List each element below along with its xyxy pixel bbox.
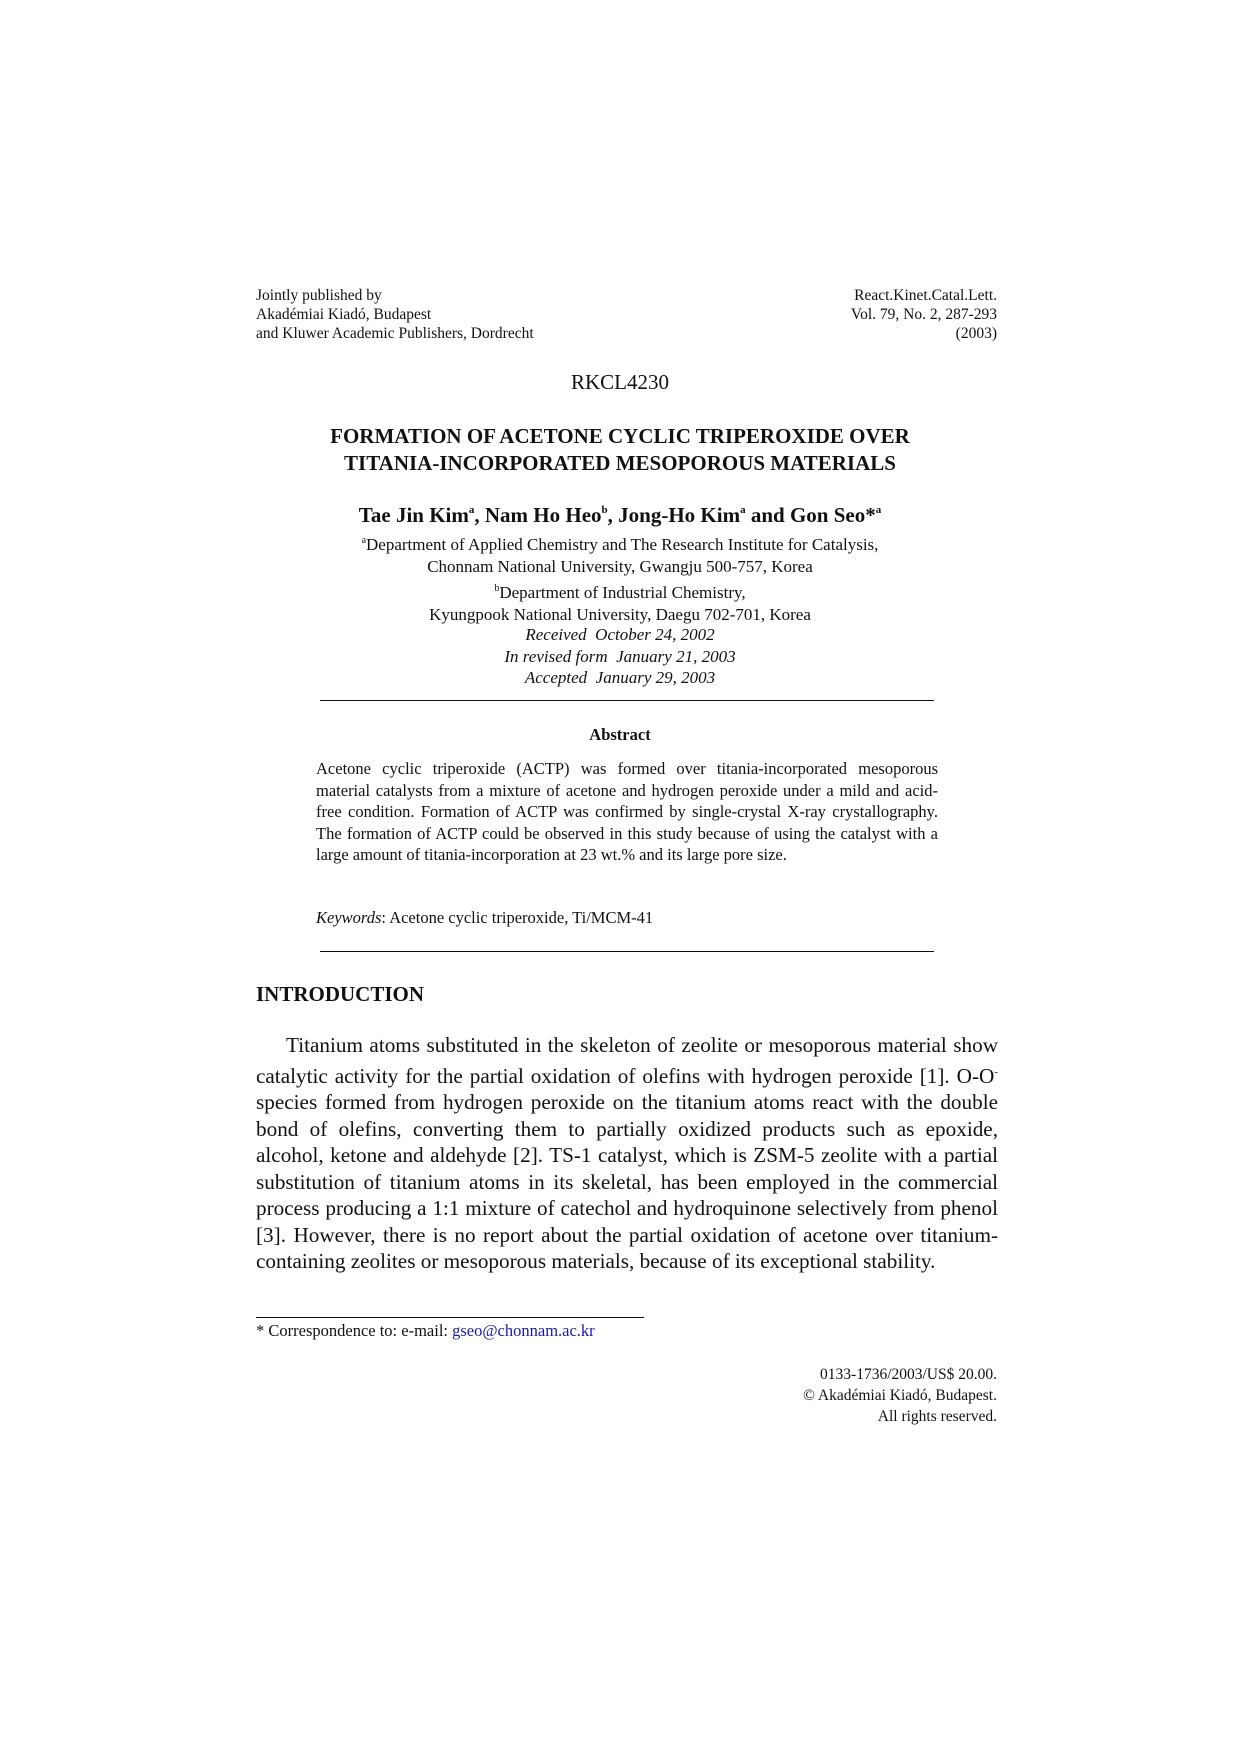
journal-info [851,286,997,343]
publisher-line: Jointly published by [256,287,382,304]
author-name: Tae Jin Kim [358,503,469,527]
author-name: Nam Ho Heo [484,503,602,527]
publisher-line: and Kluwer Academic Publishers, Dordrecht [256,325,534,342]
author-affil-mark: a [740,504,746,516]
abstract-text: Acetone cyclic triperoxide (ACTP) was formed over titania-incorporated mesoporous material catalysts from a mixture of acetone and hydrogen peroxide under a mild and acid-free condition. Formation of ACTP was confirmed by single-crystal X-ray crystallography. The formation of ACTP could be observed in this study because of using the catalyst with a large amount of titania-incorporation at 23 wt.% and its large pore size. [316,759,938,864]
history-dates [0,624,1240,689]
received-date: Received October 24, 2002 [525,625,715,644]
publisher-info [256,286,534,343]
correspondence-footnote [256,1321,595,1341]
revised-date: In revised form January 21, 2003 [504,646,736,666]
abstract-top-divider [320,700,934,701]
affil-mark: a [361,535,367,546]
author-separator: and [745,503,790,527]
journal-line: React.Kinet.Catal.Lett. [854,287,997,304]
keywords-label: Keywords [316,908,382,927]
paper-title [0,423,1240,477]
footnote-label: * Correspondence to: e-mail: [256,1321,453,1340]
accepted-date: Accepted January 29, 2003 [524,668,716,687]
copyright-block [803,1364,997,1427]
keywords-text: : Acetone cyclic triperoxide, Ti/MCM-41 [381,908,654,927]
author-separator: , [474,503,485,527]
affil-line: Department of Applied Chemistry and The Research Institute for Catalysis, [366,535,879,554]
affil-line: Chonnam National University, Gwangju 500-757, Korea [427,557,813,576]
journal-line: Vol. 79, No. 2, 287-293 [850,306,997,323]
author-separator: , [607,503,619,527]
paper-id: RKCL4230 [570,370,669,394]
intro-text: Titanium atoms substituted in the skeleton of zeolite or mesoporous material show catalytic activity for the partial oxidation of olefins with hydrogen peroxide [1]. O-O [256,1033,998,1088]
affil-line: Department of Industrial Chemistry, [499,583,746,602]
author-name: Gon Seo* [789,503,876,527]
email-link[interactable]: gseo@chonnam.ac.kr [452,1321,595,1340]
affiliations [0,530,1240,626]
title-line: FORMATION OF ACETONE CYCLIC TRIPEROXIDE OVER [330,424,910,448]
footnote-divider [256,1317,644,1318]
abstract-heading: Abstract [589,725,651,744]
introduction-paragraph [256,1032,998,1275]
superscript-charge: - [994,1065,998,1078]
affil-line: Kyungpook National University, Daegu 702-701, Korea [429,605,811,624]
abstract-bottom-divider [320,951,934,952]
author-name: Jong-Ho Kim [618,503,741,527]
affiliation-b [0,578,1240,604]
affil-mark: b [494,583,500,594]
author-affil-mark: b [601,504,608,516]
introduction-heading: INTRODUCTION [256,982,425,1006]
keywords [316,908,653,928]
journal-line: (2003) [955,325,997,342]
author-affil-mark: a [468,504,475,516]
author-list [0,497,1240,528]
copyright-line: 0133-1736/2003/US$ 20.00. [820,1366,997,1383]
title-line: TITANIA-INCORPORATED MESOPOROUS MATERIALS [344,451,896,475]
copyright-line: © Akadémiai Kiadó, Budapest. [803,1387,997,1404]
publisher-line: Akadémiai Kiadó, Budapest [256,306,432,323]
affiliation-a [0,530,1240,556]
author-affil-mark: a [875,504,882,516]
intro-text: species formed from hydrogen peroxide on the titanium atoms react with the double bond of olefins, converting them to partially oxidized products such as epoxide, alcohol, ketone and aldehyde [2]. TS-1 catalyst, which is ZSM-5 zeolite with a partial substitution of titanium atoms in its skeletal, has been employed in the commercial process producing a 1:1 mixture of catechol and hydroquinone selectively from phenol [3]. However, there is no report about the partial oxidation of acetone over titanium-containing zeolites or mesoporous materials, because of its exceptional stability. [256,1090,998,1273]
copyright-line: All rights reserved. [877,1408,997,1425]
